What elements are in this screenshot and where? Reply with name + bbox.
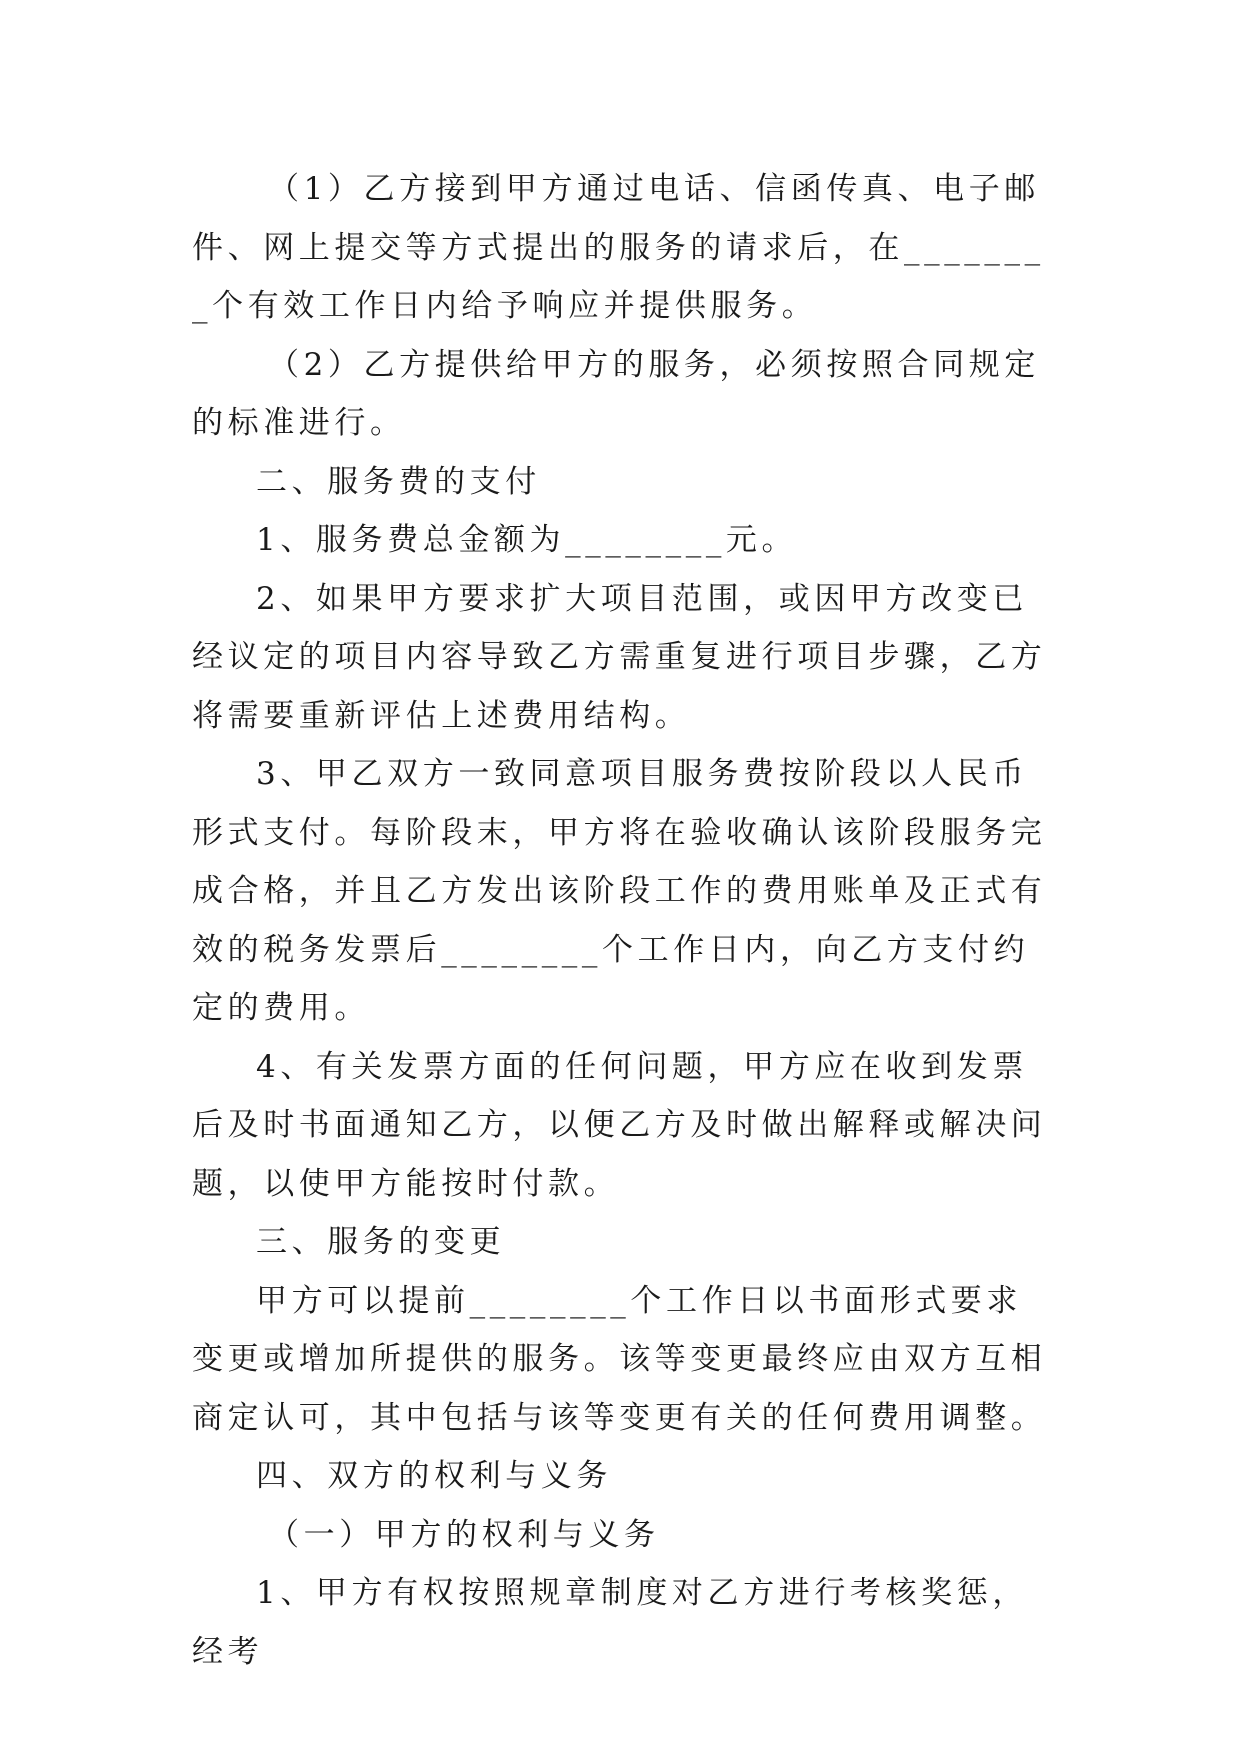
section-heading-payment: 二、服务费的支付 [256, 463, 541, 500]
section-heading-rights: 四、双方的权利与义务 [256, 1458, 612, 1494]
clause-party-a-assessment: 1、甲方有权按照规章制度对乙方进行考核奖惩，经考 [192, 1575, 1028, 1670]
clause-total-fee: 1、服务费总金额为________元。 [256, 522, 798, 558]
document-body [192, 160, 1052, 1681]
clause-invoice-issues: 4、有关发票方面的任何问题，甲方应在收到发票后及时书面通知乙方，以便乙方及时做出解释或解决问题，以使甲方能按时付款。 [192, 1048, 1047, 1202]
subsection-heading-party-a: （一）甲方的权利与义务 [268, 1516, 660, 1553]
clause-scope-change: 2、如果甲方要求扩大项目范围，或因甲方改变已经议定的项目内容导致乙方需重复进行项目步骤，乙方将需要重新评估上述费用结构。 [192, 580, 1047, 734]
clause-phased-payment: 3、甲乙双方一致同意项目服务费按阶段以人民币形式支付。每阶段末，甲方将在验收确认该阶段服务完成合格，并且乙方发出该阶段工作的费用账单及正式有效的税务发票后________个工作日内，向乙方支付约定的费用。 [192, 756, 1047, 1026]
clause-service-standard: （2）乙方提供给甲方的服务，必须按照合同规定的标准进行。 [192, 346, 1040, 441]
section-heading-change: 三、服务的变更 [256, 1224, 506, 1260]
clause-change-request: 甲方可以提前________个工作日以书面形式要求变更或增加所提供的服务。该等变更最终应由双方互相商定认可，其中包括与该等变更有关的任何费用调整。 [192, 1282, 1047, 1436]
clause-response-time: （1）乙方接到甲方通过电话、信函传真、电子邮件、网上提交等方式提出的服务的请求后，在________个有效工作日内给予响应并提供服务。 [192, 171, 1045, 324]
